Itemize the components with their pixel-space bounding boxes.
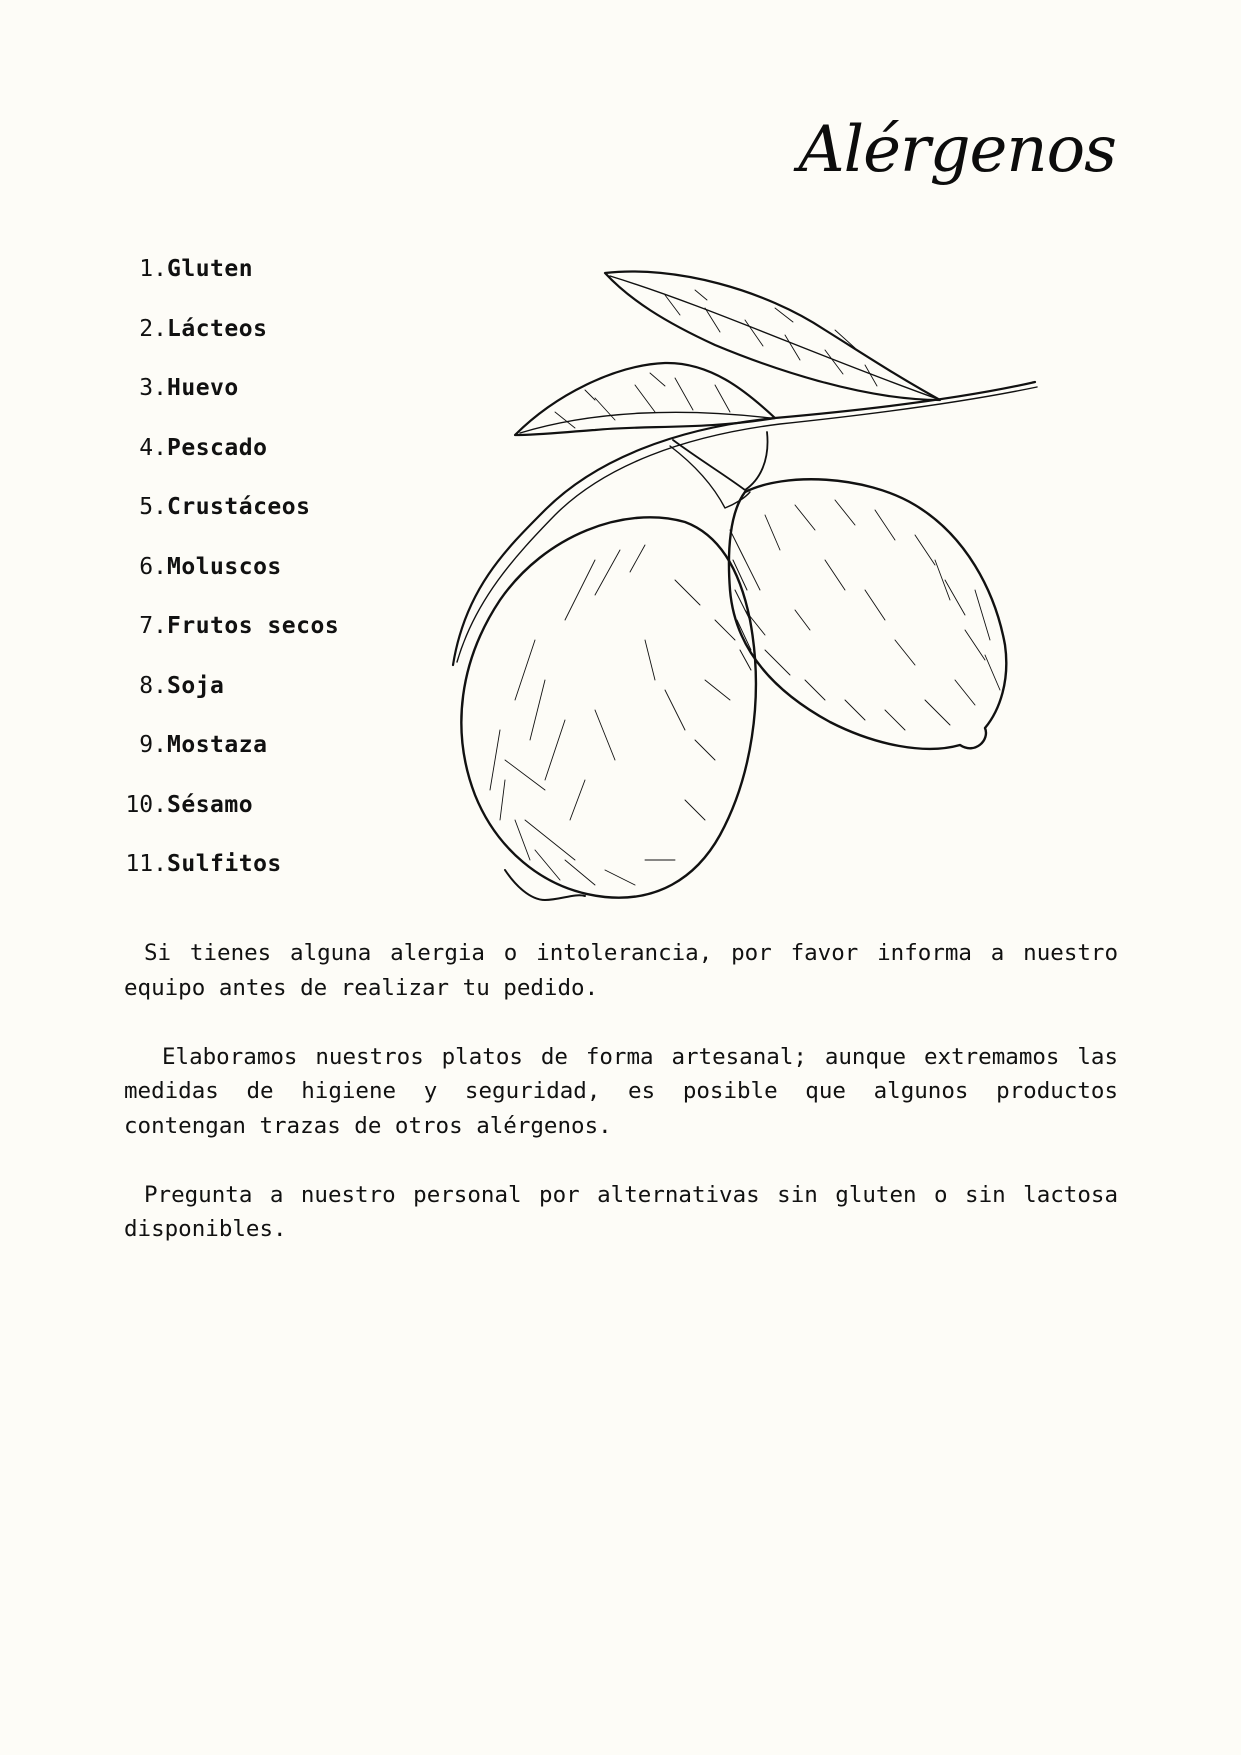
left-lemon: [461, 517, 756, 897]
page-title: Alérgenos: [798, 113, 1116, 187]
allergen-name: Pescado: [167, 434, 268, 461]
left-lemon-shading: [490, 545, 735, 885]
allergen-name: Sésamo: [167, 791, 254, 818]
lemon-stem-outline: [670, 446, 750, 508]
allergen-name: Huevo: [167, 375, 239, 401]
allergen-item: [120, 673, 339, 733]
allergen-item: [120, 613, 339, 673]
allergen-item: [120, 792, 339, 852]
note-paragraph: Elaboramos nuestros platos de forma artesanal; aunque extremamos las medidas de higiene y seguridad, es posible que algunos productos contengan trazas de otros alérgenos.: [124, 1043, 1118, 1139]
allergen-number: 3.: [139, 375, 167, 401]
allergen-item: [120, 316, 339, 376]
allergen-number: 10.: [125, 791, 167, 818]
allergen-number: 4.: [139, 434, 167, 461]
allergen-name: Crustáceos: [167, 494, 311, 520]
allergen-number: 1.: [139, 256, 167, 282]
allergen-name: Mostaza: [167, 732, 268, 758]
allergen-number: 11.: [125, 851, 167, 877]
allergen-number: 8.: [139, 672, 167, 699]
allergen-name: Moluscos: [167, 553, 282, 580]
allergen-number: 6.: [139, 553, 167, 580]
left-lemon-tip: [505, 870, 585, 900]
note-paragraph: Pregunta a nuestro personal por alternativas sin gluten o sin lactosa disponibles.: [124, 1181, 1118, 1242]
allergen-number: 2.: [139, 315, 167, 342]
branch-stem: [453, 382, 1035, 665]
allergen-item: [120, 732, 339, 792]
right-lemon-shading: [745, 500, 1000, 730]
note-paragraph: Si tienes alguna alergia o intolerancia, por favor informa a nuestro equipo antes de realizar tu pedido.: [124, 940, 1118, 1001]
branch-stem-outline: [457, 387, 1037, 662]
allergen-item: [120, 851, 339, 911]
allergen-number: 9.: [139, 732, 167, 758]
upper-leaf-vein: [610, 276, 935, 398]
allergen-number: 7.: [139, 613, 167, 639]
allergen-name: Soja: [167, 672, 225, 699]
allergen-item: [120, 554, 339, 614]
allergen-list: [120, 256, 339, 911]
allergen-name: Frutos secos: [167, 613, 340, 639]
upper-leaf-vein-lines: [665, 290, 877, 386]
lemon-branch-icon: [445, 260, 1065, 910]
allergen-name: Sulfitos: [167, 851, 282, 877]
allergy-notes: [124, 936, 1118, 1281]
allergen-name: Lácteos: [167, 315, 268, 342]
allergen-number: 5.: [139, 494, 167, 520]
allergen-item: [120, 256, 339, 316]
allergen-name: Gluten: [167, 256, 254, 282]
allergen-item: [120, 435, 339, 495]
allergen-item: [120, 375, 339, 435]
allergen-item: [120, 494, 339, 554]
